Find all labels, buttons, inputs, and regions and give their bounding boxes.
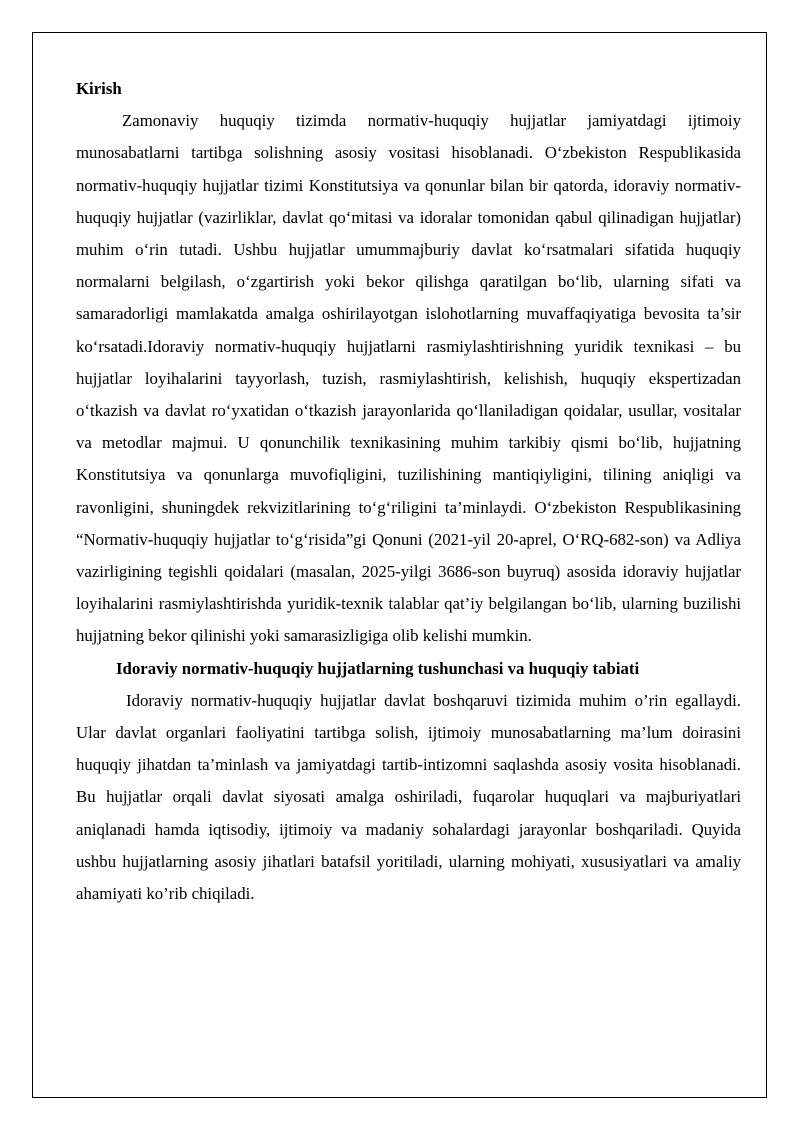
second-paragraph: Idoraviy normativ-huquqiy hujjatlar davlat boshqaruvi tizimida muhim o’rin egallaydi. Ular davlat organlari faoliyatini tartibga solish, ijtimoiy munosabatlarning ma’lum doirasini huquqiy jihatdan ta’minlash va jamiyatdagi tartib-intizomni saqlashda asosiy vosita hisoblanadi. Bu hujjatlar orqali davlat siyosati amalga oshiriladi, fuqarolar huquqlari va majburiyatlari aniqlanadi hamda iqtisodiy, ijtimoiy va madaniy sohalardagi jarayonlar boshqariladi. Quyida ushbu hujjatlarning asosiy jihatlari batafsil yoritiladi, ularning mohiyati, xususiyatlari va amaliy ahamiyati ko’rib chiqiladi. <box>76 690 741 904</box>
intro-paragraph: Zamonaviy huquqiy tizimda normativ-huquqiy hujjatlar jamiyatdagi ijtimoiy munosabatlarni tartibga solishning asosiy vositasi hisoblanadi. O‘zbekiston Respublikasida normativ-huquqiy hujjatlar tizimi Konstitutsiya va qonunlar bilan bir qatorda, idoraviy normativ-huquqiy hujjatlar (vazirliklar, davlat qo‘mitasi va idoralar tomonidan qabul qilinadigan hujjatlar) muhim o‘rin tutadi. Ushbu hujjatlar umummajburiy davlat ko‘rsatmalari sifatida huquqiy normalarni belgilash, o‘zgartirish yoki bekor qilishga qaratilgan bo‘lib, ularning sifati va samaradorligi mamlakatda amalga oshirilayotgan islohotlarning muvaffaqiyatiga bevosita ta’sir ko‘rsatadi.Idoraviy normativ-huquqiy hujjatlarni rasmiylashtirishning yuridik texnikasi – bu hujjatlar loyihalarini tayyorlash, tuzish, rasmiylashtirish, kelishish, huquqiy ekspertizadan o‘tkazish va davlat ro‘yxatidan o‘tkazish jarayonlarida qo‘llaniladigan qoidalar, usullar, vositalar va metodlar majmui. U qonunchilik texnikasining muhim tarkibiy qismi bo‘lib, hujjatning Konstitutsiya va qonunlarga muvofiqligini, tuzilishining mantiqiyligini, tilining aniqligi va ravonligini, shuningdek rekvizitlarining to‘g‘riligini ta’minlaydi. O‘zbekiston Respublikasining “Normativ-huquqiy hujjatlar to‘g‘risida”gi Qonuni (2021-yil 20-aprel, O‘RQ-682-son) va Adliya vazirligining tegishli qoidalari (masalan, 2025-yilgi 3686-son buyruq) asosida idoraviy hujjatlar loyihalarini rasmiylashtirishda yuridik-texnik talablar qat’iy belgilangan bo‘lib, ularning buzilishi hujjatning bekor qilinishi yoki samarasizligiga olib kelishi mumkin. <box>76 111 741 646</box>
document-body <box>76 73 741 910</box>
section-heading-kirish: Kirish <box>76 79 122 98</box>
section-subheading: Idoraviy normativ-huquqiy hujjatlarning tushunchasi va huquqiy tabiati <box>116 658 640 678</box>
